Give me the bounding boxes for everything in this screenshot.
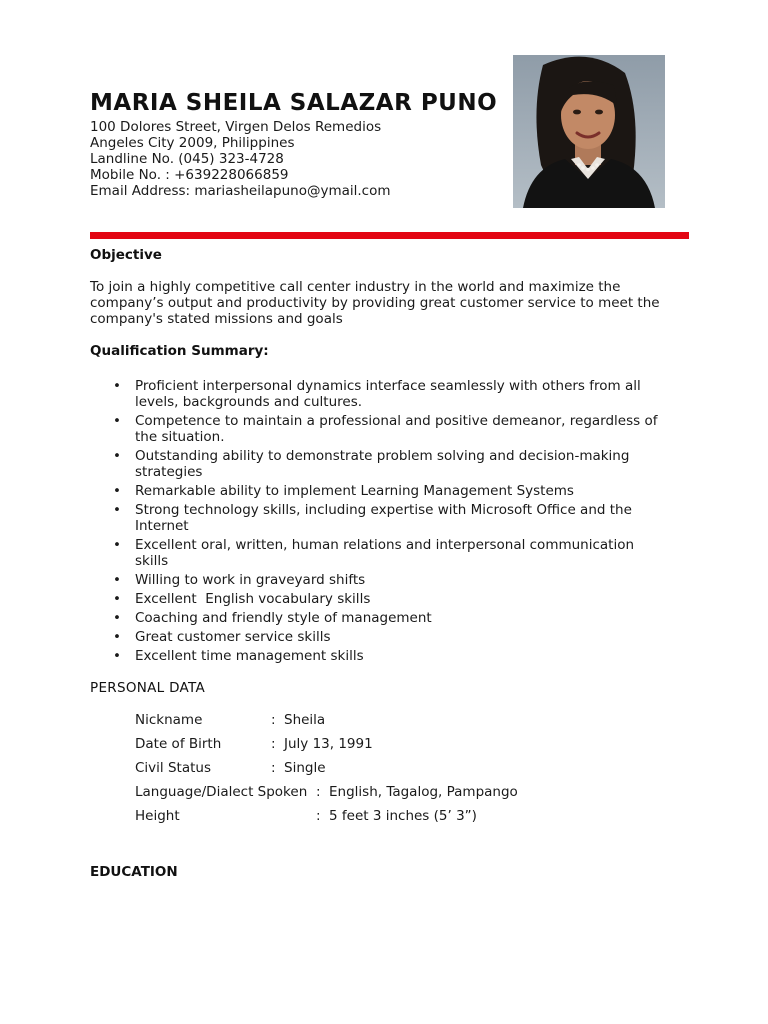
qualification-text: Great customer service skills — [135, 629, 331, 645]
list-item — [90, 483, 670, 499]
field-colon: : — [316, 784, 321, 800]
email: Email Address: mariasheilapuno@ymail.com — [90, 183, 391, 199]
qualification-text: Excellent English vocabulary skills — [135, 591, 371, 607]
field-colon: : — [271, 712, 276, 728]
qualification-text: Proficient interpersonal dynamics interface seamlessly with others from all levels, backgrounds and cultures. — [135, 378, 641, 410]
qualification-heading: Qualification Summary: — [90, 343, 269, 359]
field-colon: : — [271, 736, 276, 752]
objective-text: To join a highly competitive call center industry in the world and maximize the company’s output and productivity by providing great customer service to meet the company's stated missions and goals — [90, 279, 660, 327]
bullet-icon: • — [113, 502, 121, 518]
qualification-text: Excellent oral, written, human relations and interpersonal communication skills — [135, 537, 635, 569]
bullet-icon: • — [113, 591, 121, 607]
bullet-icon: • — [113, 413, 121, 429]
list-item — [90, 648, 670, 664]
applicant-name: MARIA SHEILA SALAZAR PUNO — [90, 90, 498, 116]
bullet-icon: • — [113, 629, 121, 645]
qualification-text: Remarkable ability to implement Learning Management Systems — [135, 483, 574, 499]
personal-data-heading: PERSONAL DATA — [90, 680, 206, 696]
qualification-text: Willing to work in graveyard shifts — [135, 572, 366, 588]
field-label: Language/Dialect Spoken — [135, 784, 308, 800]
landline: Landline No. (045) 323-4728 — [90, 151, 284, 167]
field-colon: : — [316, 808, 321, 824]
list-item — [90, 537, 670, 569]
field-value: July 13, 1991 — [284, 736, 373, 752]
bullet-icon: • — [113, 537, 121, 553]
qualification-text: Coaching and friendly style of management — [135, 610, 432, 626]
header-divider — [90, 232, 689, 239]
applicant-photo — [513, 55, 665, 208]
qualification-text: Strong technology skills, including expertise with Microsoft Office and the Internet — [135, 502, 632, 534]
list-item — [90, 610, 670, 626]
address-line-2: Angeles City 2009, Philippines — [90, 135, 295, 151]
list-item — [90, 413, 670, 445]
contact-block — [90, 119, 391, 199]
portrait-image — [513, 55, 665, 208]
field-label: Date of Birth — [135, 736, 222, 752]
field-value: 5 feet 3 inches (5’ 3”) — [329, 808, 477, 824]
field-label: Height — [135, 808, 180, 824]
bullet-icon: • — [113, 483, 121, 499]
address-line-1: 100 Dolores Street, Virgen Delos Remedios — [90, 119, 382, 135]
list-item — [90, 502, 670, 534]
bullet-icon: • — [113, 610, 121, 626]
mobile: Mobile No. : +639228066859 — [90, 167, 289, 183]
field-colon: : — [271, 760, 276, 776]
list-item — [90, 629, 670, 645]
field-label: Nickname — [135, 712, 203, 728]
education-heading: EDUCATION — [90, 864, 178, 880]
field-value: Single — [284, 760, 326, 776]
list-item — [90, 448, 670, 480]
bullet-icon: • — [113, 378, 121, 394]
qualification-text: Excellent time management skills — [135, 648, 364, 664]
bullet-icon: • — [113, 572, 121, 588]
qualification-text: Outstanding ability to demonstrate problem solving and decision-making strategies — [135, 448, 630, 480]
field-value: English, Tagalog, Pampango — [329, 784, 518, 800]
qualification-text: Competence to maintain a professional and positive demeanor, regardless of the situation. — [135, 413, 658, 445]
list-item — [90, 572, 670, 588]
bullet-icon: • — [113, 648, 121, 664]
list-item — [90, 591, 670, 607]
bullet-icon: • — [113, 448, 121, 464]
qualification-list — [90, 378, 670, 667]
objective-heading: Objective — [90, 247, 162, 263]
field-label: Civil Status — [135, 760, 211, 776]
field-value: Sheila — [284, 712, 326, 728]
list-item — [90, 378, 670, 410]
